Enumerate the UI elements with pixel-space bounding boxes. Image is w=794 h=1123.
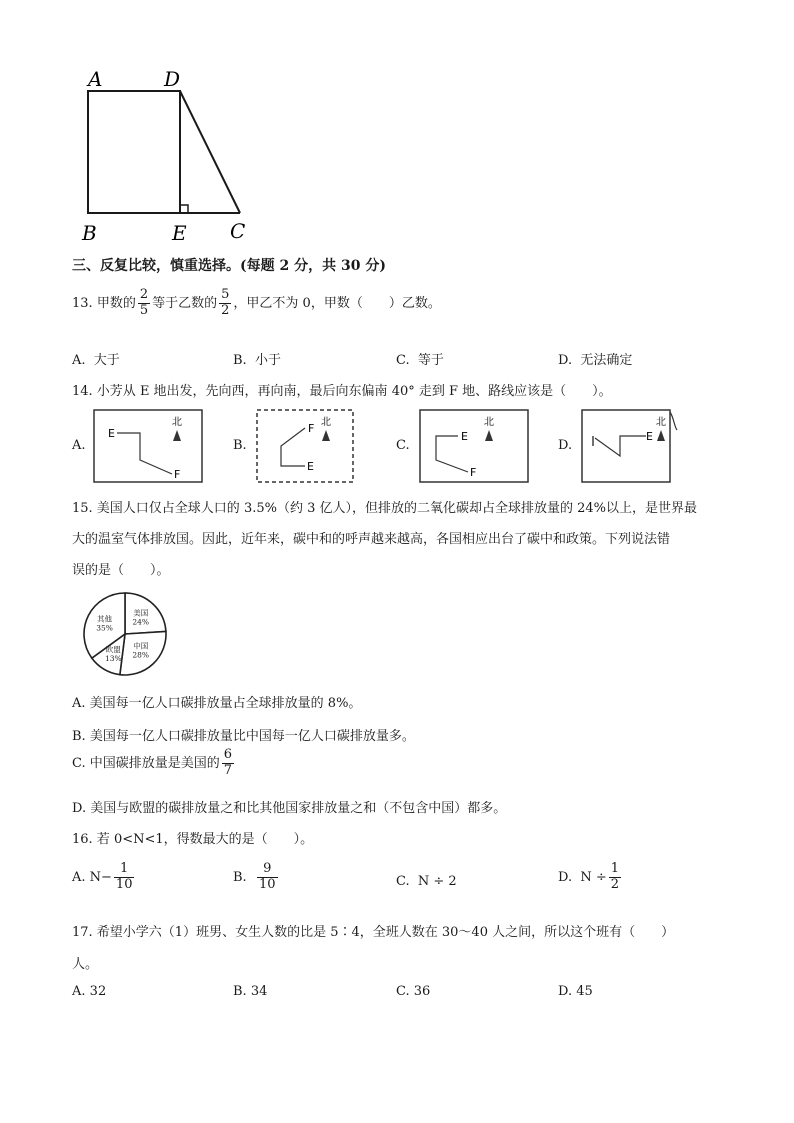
north-arrow-icon <box>657 430 665 441</box>
question-15-line-2: 大的温室气体排放国。因此，近年来，碳中和的呼声越来越高，各国相应出台了碳中和政策。下列说法错 <box>72 532 671 547</box>
q14-diagram-b[interactable] <box>255 408 355 484</box>
q17-option-d[interactable]: D. 45 <box>558 984 593 999</box>
pie-label-0: 美国 24% <box>132 608 150 627</box>
q15-option-c[interactable]: C. 中国碳排放量是美国的 $\frac{6}{7}$ <box>72 747 233 778</box>
q17-option-c[interactable]: C. 36 <box>396 984 431 999</box>
trapezoid-figure <box>78 66 258 246</box>
point-e-label: E <box>646 430 653 443</box>
q13-text-3: ，甲乙不为 0，甲数（ ）乙数。 <box>233 295 441 311</box>
q13-text-2: 等于乙数的 <box>152 295 218 311</box>
q14-option-a-label[interactable]: A. <box>72 438 86 453</box>
question-17-line-2: 人。 <box>72 957 99 972</box>
point-e-label: E <box>307 460 314 473</box>
fraction-5-2: $\frac{5}{2}$ <box>221 287 230 318</box>
point-f-label: F <box>308 422 315 435</box>
q15-option-d[interactable]: D. 美国与欧盟的碳排放量之和比其他国家排放量之和（不包含中国）都多。 <box>72 801 507 816</box>
q14-diagram-c[interactable] <box>418 408 530 484</box>
segment-dc <box>180 91 240 213</box>
q13-option-a[interactable]: A. 大于 <box>72 353 120 368</box>
label-e: E <box>172 221 187 245</box>
q14-option-d-label[interactable]: D. <box>558 438 573 453</box>
q13-option-c[interactable]: C. 等于 <box>396 353 444 368</box>
point-e-label: E <box>461 430 468 443</box>
q13-option-d[interactable]: D. 无法确定 <box>558 353 633 368</box>
q16-option-a[interactable]: A. N− $\frac{1}{10}$ <box>72 861 133 892</box>
question-16: 16. 若 0<N<1，得数最大的是（ ）。 <box>72 832 314 847</box>
q17-option-b[interactable]: B. 34 <box>233 984 268 999</box>
q15-option-a[interactable]: A. 美国每一亿人口碳排放量占全球排放量的 8%。 <box>72 696 362 711</box>
q14-option-c-label[interactable]: C. <box>396 438 410 453</box>
north-arrow-icon <box>485 430 493 441</box>
pie-label-2: 欧盟 13% <box>104 644 122 663</box>
pie-label-3: 其他 35% <box>96 614 113 633</box>
emissions-pie-chart <box>70 588 182 680</box>
question-15-line-1: 15. 美国人口仅占全球人口的 3.5%（约 3 亿人），但排放的二氧化碳却占全球排放量的 24%以上，是世界最 <box>72 501 698 516</box>
q13-option-b[interactable]: B. 小于 <box>233 353 281 368</box>
point-f-label: F <box>174 468 181 481</box>
pie-label-1: 中国 28% <box>132 641 150 660</box>
section-title: 三、反复比较，慎重选择。(每题 2 分，共 30 分) <box>72 258 386 274</box>
north-label: 北 <box>656 417 666 428</box>
question-14: 14. 小芳从 E 地出发，先向西，再向南，最后向东偏南 40° 走到 F 地、路线应该是（ ）。 <box>72 384 612 399</box>
fraction-9-10: $\frac{9}{10}$ <box>258 861 276 892</box>
label-c: C <box>230 219 246 243</box>
q14-option-b-label[interactable]: B. <box>233 438 247 453</box>
q16-option-c[interactable]: C. N ÷ 2 <box>396 874 457 889</box>
point-f-label: F <box>470 466 477 479</box>
q14-diagram-d[interactable] <box>580 408 680 484</box>
point-e-label: E <box>108 427 115 440</box>
label-a: A <box>88 67 103 91</box>
north-label: 北 <box>484 417 494 428</box>
north-arrow-icon <box>173 430 181 441</box>
fraction-1-10: $\frac{1}{10}$ <box>115 861 133 892</box>
north-label: 北 <box>172 417 182 428</box>
q15-option-b[interactable]: B. 美国每一亿人口碳排放量比中国每一亿人口碳排放量多。 <box>72 729 415 744</box>
label-b: B <box>82 221 97 245</box>
north-arrow-icon <box>322 430 330 441</box>
rectangle-abed <box>88 91 180 213</box>
q17-option-a[interactable]: A. 32 <box>72 984 107 999</box>
north-label: 北 <box>321 417 331 428</box>
q16-option-b[interactable]: B. $\frac{9}{10}$ <box>233 861 276 892</box>
question-13 <box>72 288 441 319</box>
fraction-1-2: $\frac{1}{2}$ <box>610 861 620 892</box>
q13-text-1: 甲数的 <box>96 295 136 311</box>
question-17-line-1: 17. 希望小学六（1）班男、女生人数的比是 5∶4，全班人数在 30～40 人之间，所以这个班有（ ） <box>72 925 675 940</box>
q14-diagram-a[interactable] <box>92 408 204 484</box>
fraction-2-5: $\frac{2}{5}$ <box>139 287 149 318</box>
fraction-6-7: $\frac{6}{7}$ <box>223 747 233 778</box>
q16-option-d[interactable]: D. N ÷ $\frac{1}{2}$ <box>558 861 620 892</box>
right-angle-mark <box>180 205 188 213</box>
question-15-line-3: 误的是（ ）。 <box>72 563 170 578</box>
q13-number: 13. <box>72 295 93 311</box>
label-d: D <box>164 67 181 91</box>
